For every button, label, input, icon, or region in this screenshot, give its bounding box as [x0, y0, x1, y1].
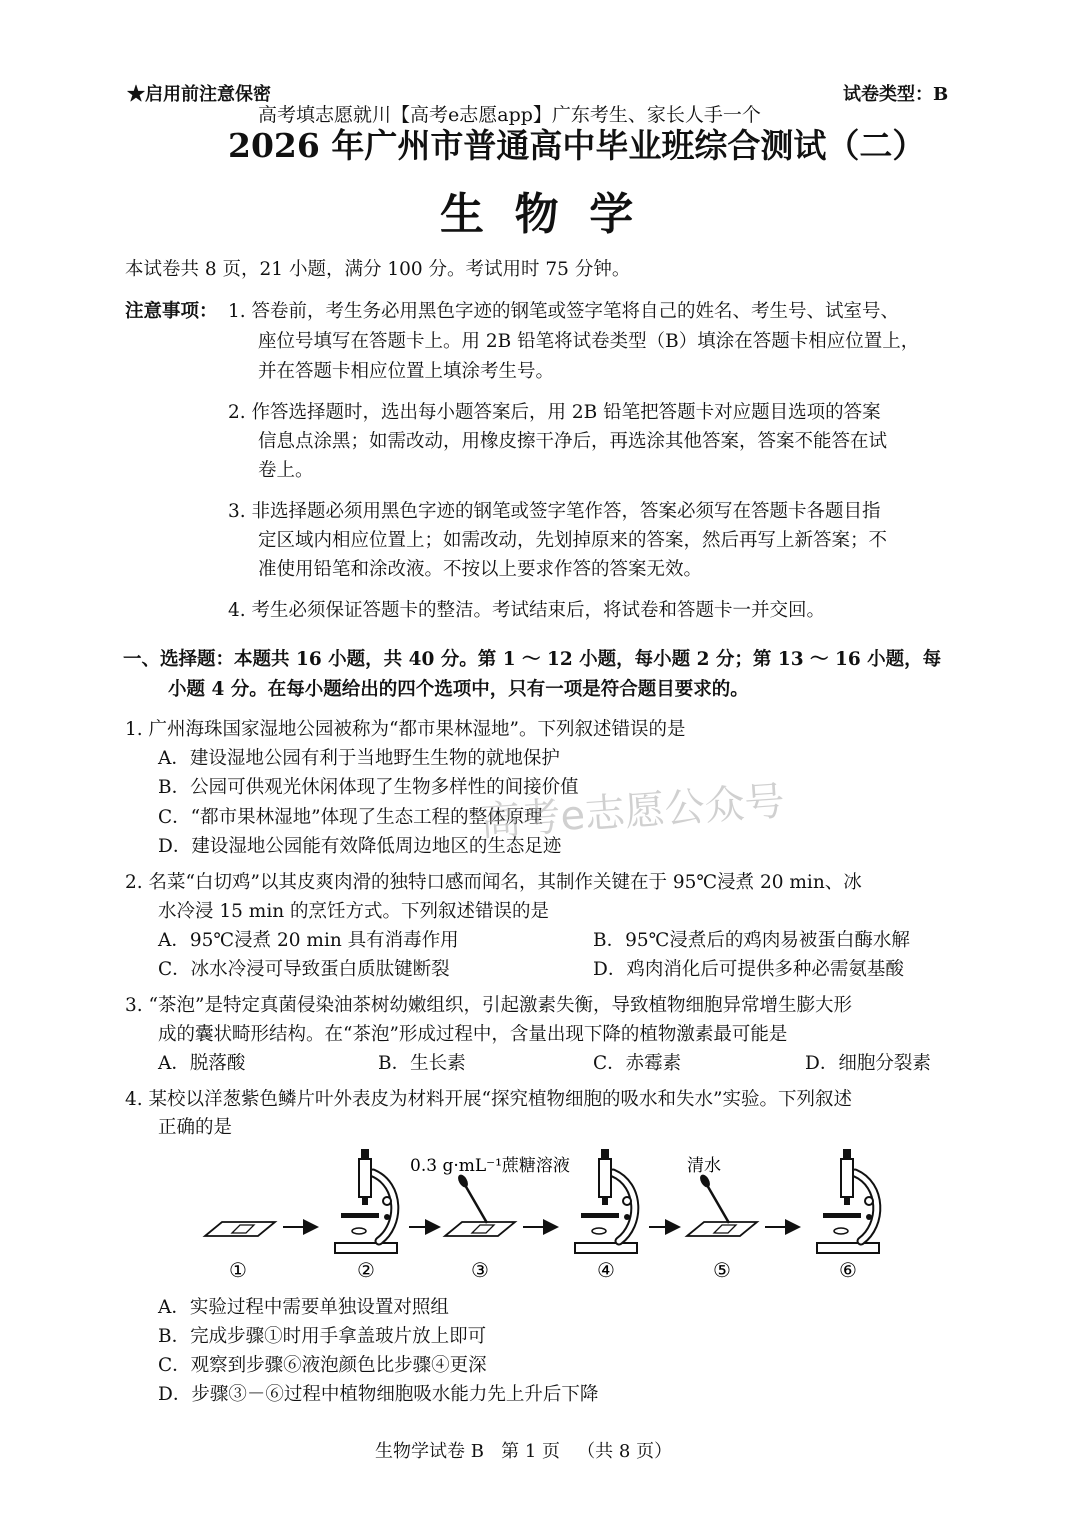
section1-heading-cont: 小题 4 分。在每小题给出的四个选项中，只有一项是符合题目要求的。	[168, 679, 749, 700]
q2-option-c: C．冰水冷浸可导致蛋白质肽键断裂	[158, 959, 450, 980]
slide-icon	[205, 1222, 275, 1236]
pipette-icon	[456, 1173, 487, 1223]
water-label: 清水	[687, 1156, 721, 1176]
q3-stem-line2: 成的囊状畸形结构。在“茶泡”形成过程中，含量出现下降的植物激素最可能是	[158, 1024, 788, 1045]
q3-option-c: C．赤霉素	[593, 1053, 682, 1074]
q1-option-b: B．公园可供观光休闲体现了生物多样性的间接价值	[158, 777, 579, 798]
q3-option-a: A．脱落酸	[158, 1053, 246, 1074]
q1-option-c: C．“都市果林湿地”体现了生态工程的整体原理	[158, 807, 543, 828]
step-label: ⑥	[839, 1258, 857, 1282]
confidential-label: ★启用前注意保密	[127, 84, 271, 105]
q2-stem-line1: 2. 名菜“白切鸡”以其皮爽肉滑的独特口感而闻名，其制作关键在于 95℃浸煮 20 min、冰	[125, 872, 862, 893]
exam-title: 2026 年广州市普通高中毕业班综合测试（二）	[228, 126, 926, 165]
notice-label: 注意事项：	[125, 301, 218, 322]
notice-2-line2: 信息点涂黑；如需改动，用橡皮擦干净后，再选涂其他答案，答案不能答在试	[258, 431, 888, 452]
notice-1-line1: 1. 答卷前，考生务必用黑色字迹的钢笔或签字笔将自己的姓名、考生号、试室号、	[228, 301, 900, 322]
q4-option-a: A．实验过程中需要单独设置对照组	[158, 1297, 449, 1318]
exam-intro: 本试卷共 8 页，21 小题，满分 100 分。考试用时 75 分钟。	[125, 259, 631, 280]
step-label: ②	[357, 1258, 375, 1282]
step-label: ①	[229, 1258, 247, 1282]
q4-stem-line1: 4. 某校以洋葱紫色鳞片叶外表皮为材料开展“探究植物细胞的吸水和失水”实验。下列叙述	[125, 1089, 852, 1110]
experiment-diagram	[195, 1135, 915, 1290]
q2-stem-line2: 水冷浸 15 min 的烹饪方式。下列叙述错误的是	[158, 901, 550, 922]
notice-3-line3: 准使用铅笔和涂改液。不按以上要求作答的答案无效。	[258, 559, 703, 580]
notice-2-line3: 卷上。	[258, 460, 314, 481]
notice-4-line1: 4. 考生必须保证答题卡的整洁。考试结束后，将试卷和答题卡一并交回。	[228, 600, 826, 621]
q3-option-b: B．生长素	[378, 1053, 466, 1074]
notice-1-line2: 座位号填写在答题卡上。用 2B 铅笔将试卷类型（B）填涂在答题卡相应位置上，	[258, 331, 920, 352]
q1-stem: 1. 广州海珠国家湿地公园被称为“都市果林湿地”。下列叙述错误的是	[125, 719, 686, 740]
slide-icon	[687, 1222, 757, 1236]
experiment-figure	[195, 1135, 915, 1290]
notice-2-line1: 2. 作答选择题时，选出每小题答案后，用 2B 铅笔把答题卡对应题目选项的答案	[228, 402, 881, 423]
q4-option-d: D．步骤③－⑥过程中植物细胞吸水能力先上升后下降	[158, 1384, 599, 1405]
microscope-icon	[575, 1149, 637, 1253]
notice-1-line3: 并在答题卡相应位置上填涂考生号。	[258, 361, 555, 382]
promo-banner: 高考填志愿就川【高考e志愿app】广东考生、家长人手一个	[258, 104, 761, 126]
watermark: 高考e志愿公众号	[479, 778, 787, 846]
notice-3-line2: 定区域内相应位置上；如需改动，先划掉原来的答案，然后再写上新答案；不	[258, 530, 888, 551]
page-footer: 生物学试卷 B 第 1 页 （共 8 页）	[375, 1441, 673, 1462]
paper-type-label: 试卷类型：B	[843, 84, 949, 105]
slide-icon	[445, 1222, 515, 1236]
q2-option-b: B．95℃浸煮后的鸡肉易被蛋白酶水解	[593, 930, 910, 951]
q4-option-c: C．观察到步骤⑥液泡颜色比步骤④更深	[158, 1355, 487, 1376]
pipette-icon	[698, 1173, 729, 1223]
microscope-icon	[817, 1149, 879, 1253]
q4-option-b: B．完成步骤①时用手拿盖玻片放上即可	[158, 1326, 487, 1347]
step-label: ③	[471, 1258, 489, 1282]
sucrose-label: 0.3 g·mL⁻¹蔗糖溶液	[410, 1156, 570, 1176]
q4-stem-line2: 正确的是	[158, 1117, 233, 1138]
step-label: ⑤	[713, 1258, 731, 1282]
q3-stem-line1: 3. “茶泡”是特定真菌侵染油茶树幼嫩组织，引起激素失衡，导致植物细胞异常增生膨大形	[125, 995, 852, 1016]
notice-3-line1: 3. 非选择题必须用黑色字迹的钢笔或签字笔作答，答案必须写在答题卡各题目指	[228, 501, 881, 522]
q2-option-a: A．95℃浸煮 20 min 具有消毒作用	[158, 930, 459, 951]
q2-option-d: D．鸡肉消化后可提供多种必需氨基酸	[593, 959, 904, 980]
q1-option-d: D．建设湿地公园能有效降低周边地区的生态足迹	[158, 836, 562, 857]
subject-title: 生 物 学	[440, 189, 634, 240]
section1-heading: 一、选择题：本题共 16 小题，共 40 分。第 1 ～ 12 小题，每小题 2 分；第 13 ～ 16 小题，每	[123, 649, 942, 670]
q1-option-a: A．建设湿地公园有利于当地野生生物的就地保护	[158, 748, 560, 769]
microscope-icon	[335, 1149, 397, 1253]
step-label: ④	[597, 1258, 615, 1282]
q3-option-d: D．细胞分裂素	[805, 1053, 931, 1074]
